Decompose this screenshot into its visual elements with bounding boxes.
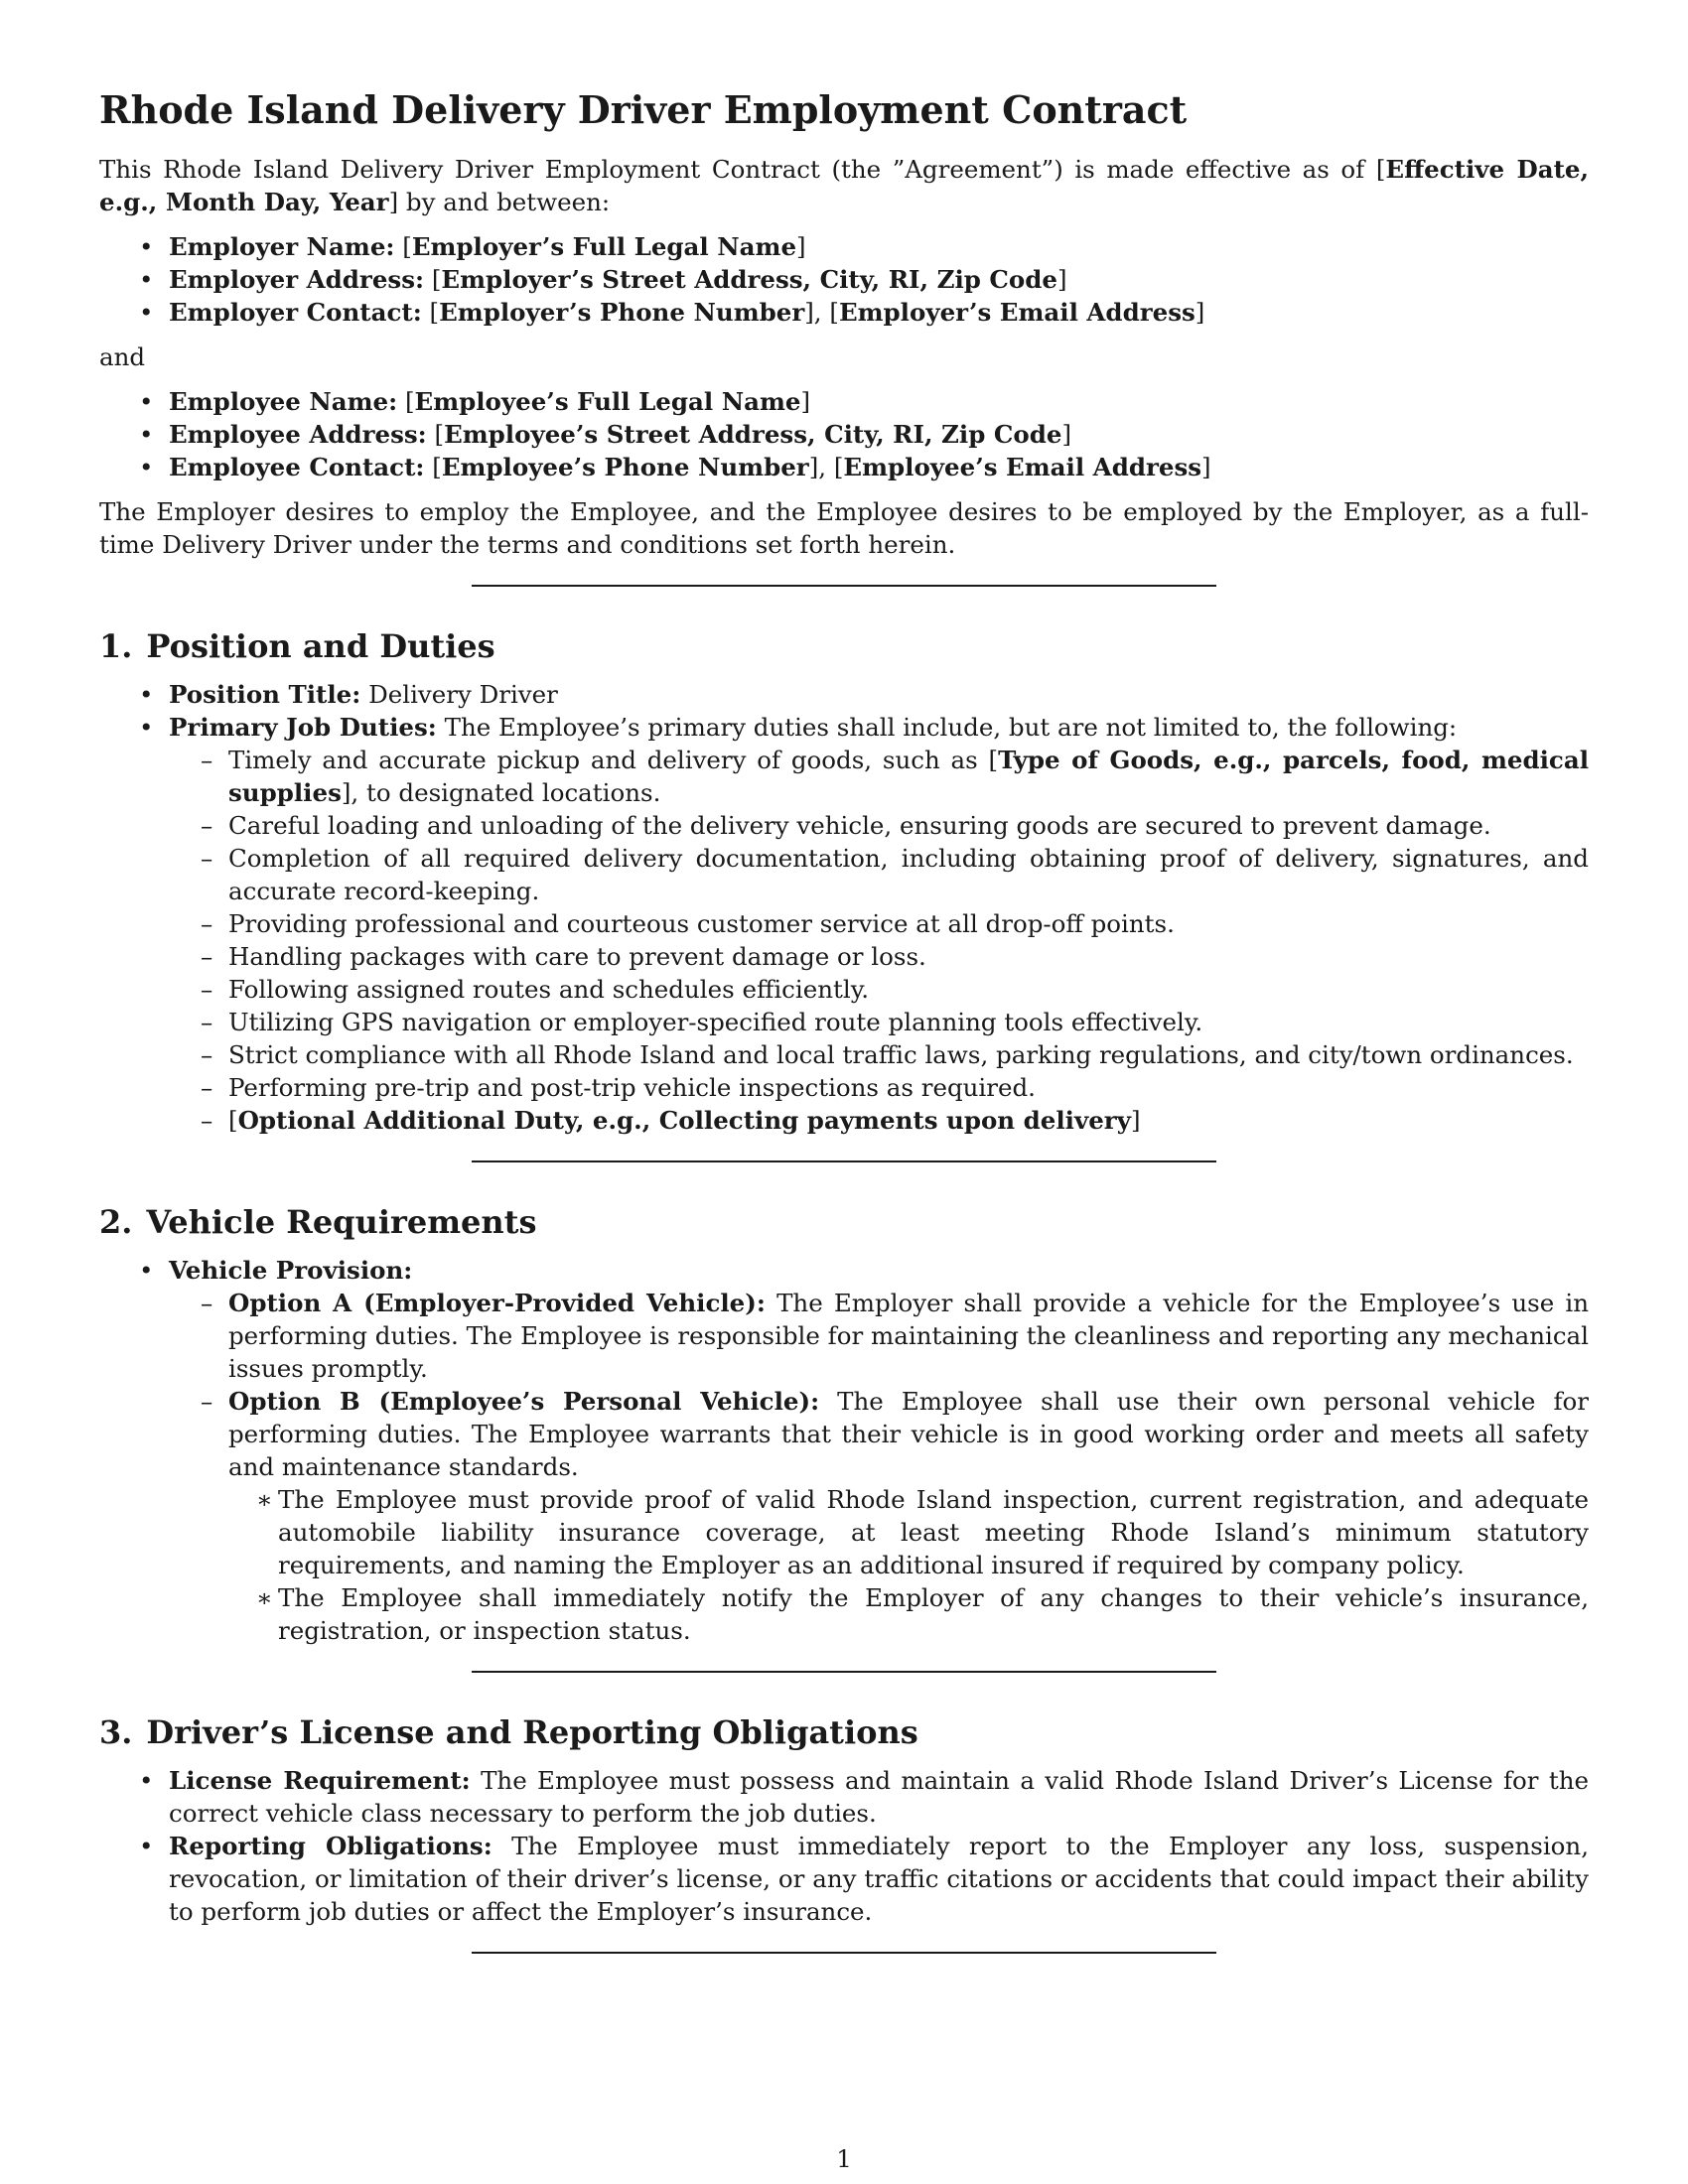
goods-type-placeholder: Type of Goods, e.g., parcels, food, medical supplies — [228, 746, 1589, 807]
list-item: – Following assigned routes and schedules efficiently. — [169, 973, 1589, 1006]
list-item — [99, 678, 1589, 711]
date-bracket-close: ] — [388, 188, 399, 216]
vehicle-requirements-list — [99, 1254, 1589, 1647]
duty-text: ], to designated locations. — [341, 778, 661, 807]
intro-text-end: by and between: — [398, 188, 611, 216]
bracket: [ — [394, 232, 412, 261]
bracket: [ — [421, 298, 440, 327]
field-label: Employer Address: — [169, 265, 425, 294]
field-label: Employer Name: — [169, 232, 395, 261]
field-label: Employee Address: — [169, 420, 427, 449]
list-item — [99, 1254, 1589, 1647]
list-item — [169, 744, 1589, 809]
bracket: ] — [800, 387, 811, 416]
duty-text: Timely and accurate pickup and delivery of goods, such as — [228, 746, 989, 774]
list-item: – Performing pre-trip and post-trip vehicle inspections as required. — [169, 1071, 1589, 1104]
bracket: ] — [1061, 420, 1071, 449]
list-item: – Careful loading and unloading of the delivery vehicle, ensuring goods are secured to prevent damage. — [169, 809, 1589, 842]
list-item: – Providing professional and courteous customer service at all drop-off points. — [169, 907, 1589, 940]
bracket: [ — [228, 1106, 238, 1135]
option-a-label: Option A (Employer-Provided Vehicle): — [228, 1289, 766, 1317]
section-number: 1. — [99, 627, 133, 665]
recital-paragraph: The Employer desires to employ the Employee, and the Employee desires to be employed by the Employer, as a full-time Delivery Driver under the terms and conditions set forth herein. — [99, 497, 1589, 559]
reporting-text: The Employee must immediately report to the Employer any loss, suspension, revocation, or limitation of their driver’s license, or any traffic citations or accidents that could impact their ability to perform job duties or affect the Employer’s insurance. — [169, 1832, 1589, 1926]
field-placeholder: Employer’s Phone Number — [439, 298, 805, 327]
section-number: 2. — [99, 1203, 133, 1241]
field-placeholder: Employee’s Email Address — [843, 453, 1202, 481]
option-a-text: The Employer shall provide a vehicle for the Employee’s use in performing duties. The Employee is responsible for maintaining the cleanliness and reporting any mechanical issues promptly. — [228, 1289, 1589, 1383]
list-item — [99, 1764, 1589, 1830]
field-label: License Requirement: — [169, 1766, 471, 1795]
position-title-value: Delivery Driver — [360, 680, 558, 709]
duties-intro: The Employee’s primary duties shall include, but are not limited to, the following: — [436, 713, 1458, 742]
list-item: – Handling packages with care to prevent damage or loss. — [169, 940, 1589, 973]
personal-vehicle-sublist — [228, 1483, 1589, 1647]
effective-date-placeholder: Effective Date, e.g., Month Day, Year — [99, 155, 1590, 216]
field-label: Employer Contact: — [169, 298, 422, 327]
bracket: ] — [796, 232, 806, 261]
list-item — [169, 1287, 1589, 1385]
list-item: ∗ The Employee must provide proof of valid Rhode Island inspection, current registration, and adequate automobile liability insurance coverage, at least meeting Rhode Island’s minimum statutory requirements, and naming the Employer as an additional insured if required by company policy. — [228, 1483, 1589, 1581]
list-item — [99, 263, 1589, 296]
date-bracket-open: [ — [1375, 155, 1386, 184]
section-title: Vehicle Requirements — [146, 1203, 537, 1241]
list-item: ∗ The Employee shall immediately notify the Employer of any changes to their vehicle’s insurance, registration, or inspection status. — [228, 1581, 1589, 1647]
employer-details-list — [99, 230, 1589, 329]
bracket: [ — [426, 420, 445, 449]
section-heading-vehicle-requirements — [99, 1202, 1589, 1242]
section-divider — [472, 1671, 1216, 1673]
employee-details-list — [99, 385, 1589, 483]
field-label: Employee Name: — [169, 387, 398, 416]
section-title: Position and Duties — [146, 627, 495, 665]
list-item — [99, 230, 1589, 263]
section-title: Driver’s License and Reporting Obligations — [146, 1713, 918, 1751]
field-label: Reporting Obligations: — [169, 1832, 492, 1860]
vehicle-options-sublist — [169, 1287, 1589, 1647]
license-reporting-list — [99, 1764, 1589, 1928]
option-b-text: The Employee shall use their own personal vehicle for performing duties. The Employee warrants that their vehicle is in good working order and meets all safety and maintenance standards. — [228, 1387, 1589, 1481]
bracket: [ — [424, 453, 442, 481]
intro-text: This Rhode Island Delivery Driver Employment Contract (the ”Agreement”) is made effective as of — [99, 155, 1376, 184]
section-divider — [472, 1952, 1216, 1954]
optional-duty-placeholder: Optional Additional Duty, e.g., Collecting payments upon delivery — [237, 1106, 1131, 1135]
list-item: – Strict compliance with all Rhode Island and local traffic laws, parking regulations, and city/town ordinances. — [169, 1038, 1589, 1071]
field-placeholder: Employee’s Full Legal Name — [414, 387, 801, 416]
list-item: – Utilizing GPS navigation or employer-specified route planning tools effectively. — [169, 1006, 1589, 1038]
bracket: ] — [1130, 1106, 1141, 1135]
list-item — [99, 385, 1589, 418]
option-b-label: Option B (Employee’s Personal Vehicle): — [228, 1387, 820, 1416]
bracket: [ — [424, 265, 442, 294]
list-item — [99, 296, 1589, 329]
list-item — [99, 711, 1589, 1137]
field-label: Primary Job Duties: — [169, 713, 437, 742]
section-divider — [472, 1160, 1216, 1162]
list-item — [99, 418, 1589, 451]
page-number: 1 — [836, 2144, 852, 2173]
field-label: Position Title: — [169, 680, 361, 709]
bracket: ], [ — [808, 453, 844, 481]
section-heading-position-duties — [99, 626, 1589, 666]
and-text: and — [99, 342, 146, 371]
position-duties-list — [99, 678, 1589, 1137]
bracket: ] — [1195, 298, 1205, 327]
bracket: ] — [1056, 265, 1067, 294]
field-label: Vehicle Provision: — [169, 1256, 413, 1285]
list-item — [169, 1104, 1589, 1137]
field-label: Employee Contact: — [169, 453, 425, 481]
field-placeholder: Employee’s Street Address, City, RI, Zip Code — [444, 420, 1062, 449]
field-placeholder: Employee’s Phone Number — [441, 453, 809, 481]
section-divider — [472, 585, 1216, 587]
list-item: – Completion of all required delivery documentation, including obtaining proof of delivery, signatures, and accurate record-keeping. — [169, 842, 1589, 907]
field-placeholder: Employer’s Street Address, City, RI, Zip Code — [441, 265, 1057, 294]
bracket: [ — [988, 746, 999, 774]
bracket: ], [ — [804, 298, 839, 327]
license-text: The Employee must possess and maintain a valid Rhode Island Driver’s License for the correct vehicle class necessary to perform the job duties. — [169, 1766, 1589, 1828]
list-item — [99, 1830, 1589, 1928]
field-placeholder: Employer’s Full Legal Name — [411, 232, 797, 261]
intro-paragraph — [99, 153, 1589, 218]
bracket: [ — [397, 387, 415, 416]
list-item — [169, 1385, 1589, 1647]
document-title: Rhode Island Delivery Driver Employment Contract — [99, 87, 1188, 132]
bracket: ] — [1201, 453, 1211, 481]
field-placeholder: Employer’s Email Address — [838, 298, 1196, 327]
duties-sublist — [169, 744, 1589, 1137]
section-number: 3. — [99, 1713, 133, 1751]
list-item — [99, 451, 1589, 483]
section-heading-license-reporting — [99, 1712, 1589, 1752]
